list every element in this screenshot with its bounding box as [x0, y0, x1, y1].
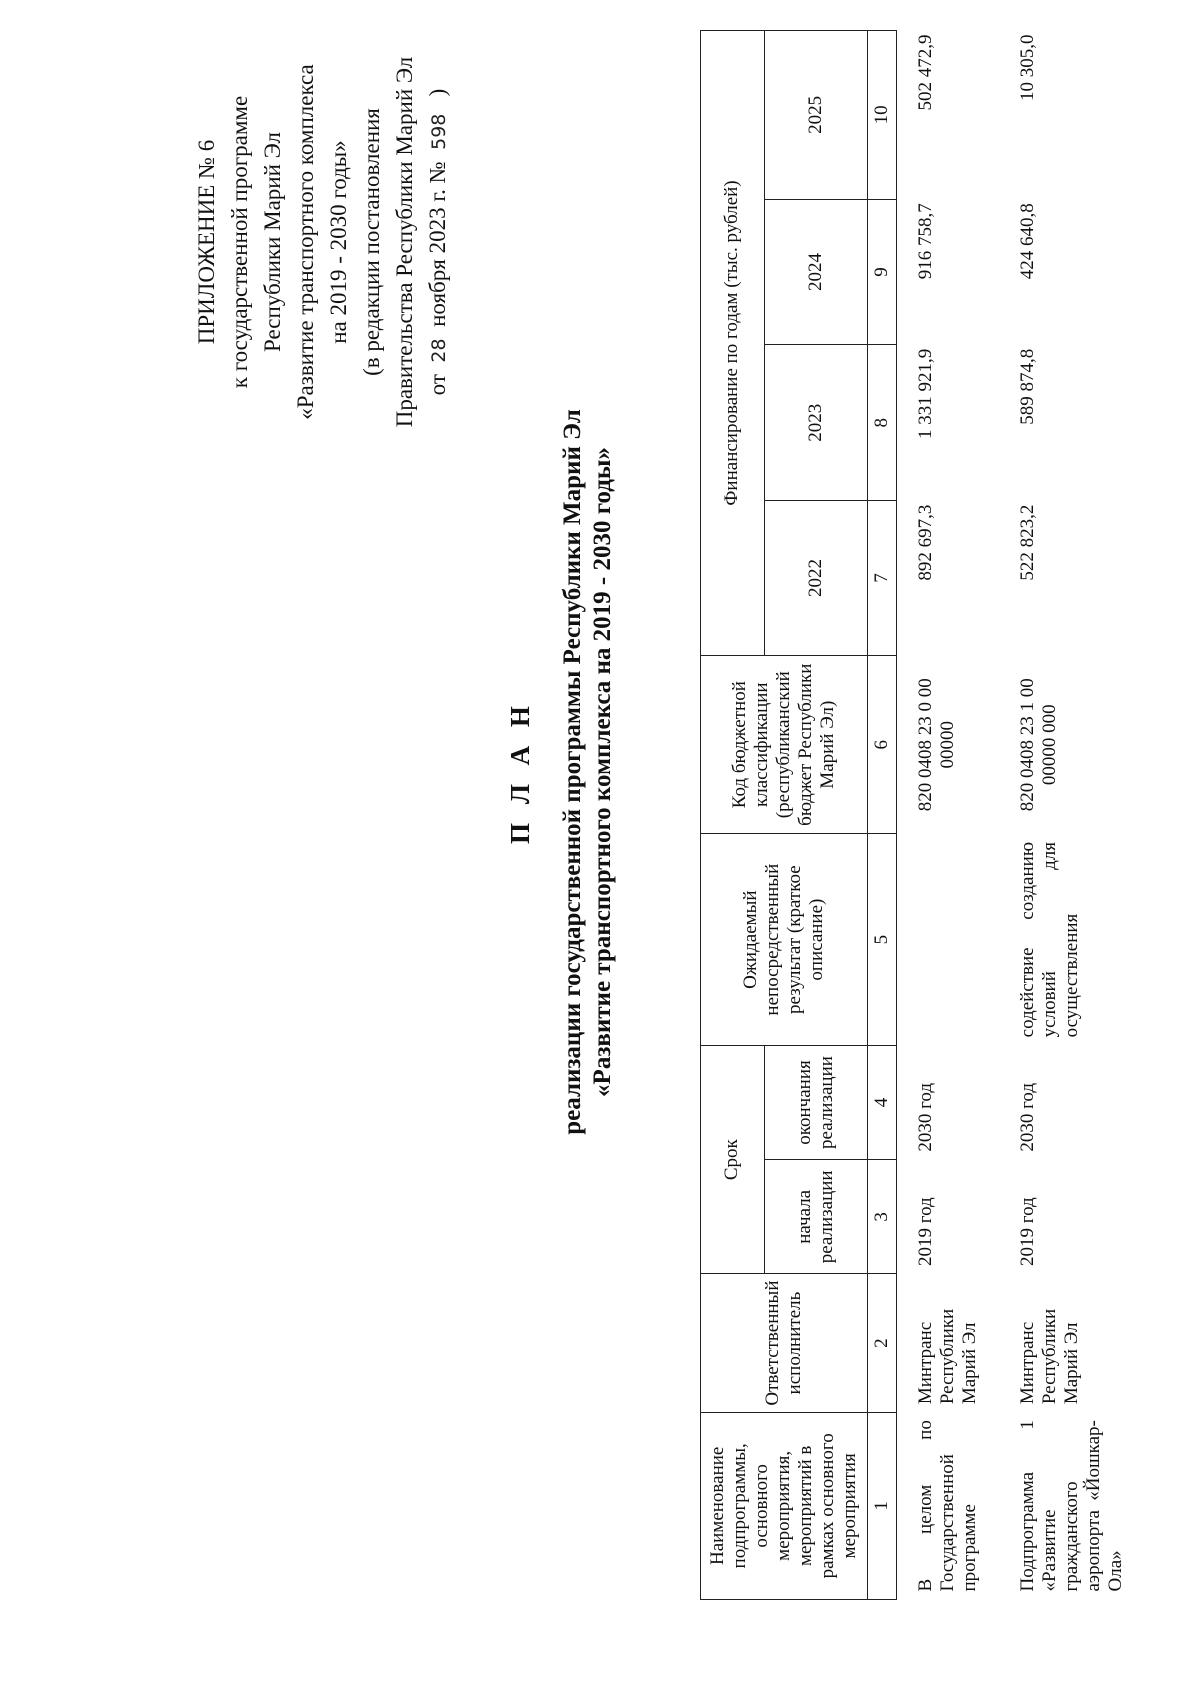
header-term-start: начала реализации [764, 1160, 867, 1274]
title-line: реализации государственной программы Республики Марий Эл [559, 409, 586, 1135]
row-code: 820 0408 23 0 00 00000 [915, 678, 958, 812]
row-value-2023: 1 331 921,9 [915, 348, 936, 440]
row-value-2024: 424 640,8 [1017, 203, 1038, 280]
row-executor: Минтранс Республики Марий Эл [915, 1308, 980, 1405]
row-executor: Минтранс Республики Марий Эл [1017, 1308, 1082, 1405]
row-start: 2019 год [1017, 1197, 1038, 1266]
row-value-2025: 10 305,0 [1017, 34, 1038, 101]
annex-date-suffix: ) [425, 88, 450, 97]
header-year-2022: 2022 [764, 501, 867, 656]
annex-line: «Развитие транспортного комплекса [293, 64, 318, 420]
row-value-2025: 502 472,9 [915, 34, 936, 111]
plan-table [700, 30, 1145, 1600]
header-result: Ожидаемый непосредственный результат (краткое описание) [701, 834, 868, 1045]
row-end: 2030 год [1017, 1082, 1038, 1152]
column-number-row [868, 31, 897, 1600]
column-number: 7 [868, 501, 897, 656]
annex-line: на 2019 - 2030 годы» [326, 140, 351, 344]
annex-line: Республики Марий Эл [260, 131, 285, 353]
table-row [999, 31, 1145, 1600]
header-term: Срок [701, 1045, 765, 1274]
row-value-2022: 522 823,2 [1017, 504, 1038, 581]
column-number: 3 [868, 1160, 897, 1274]
row-start: 2019 год [915, 1197, 936, 1266]
header-term-end: окончания реализации [764, 1045, 867, 1159]
annex-title: ПРИЛОЖЕНИЕ № 6 [194, 139, 219, 345]
annex-line: к государственной программе [227, 95, 252, 389]
table-row [897, 31, 1000, 1600]
column-number: 9 [868, 199, 897, 345]
column-number: 6 [868, 655, 897, 834]
column-number: 8 [868, 345, 897, 501]
annex-day-handwritten: 28 [428, 338, 450, 363]
row-name: Подпрограмма 1 «Развитие гражданского аэропорта «Йошкар-Ола» [1017, 1420, 1126, 1592]
row-code: 820 0408 23 1 00 00000 000 [1017, 678, 1060, 812]
title-line: «Развитие транспортного комплекса на 2019 - 2030 годы» [589, 447, 616, 1097]
header-financing: Финансирование по годам (тыс. рублей) [701, 31, 765, 656]
column-number: 5 [868, 834, 897, 1045]
document-title [505, 147, 618, 1397]
annex-date-line [421, 27, 456, 457]
annex-number-handwritten: 598 [428, 113, 450, 150]
column-number: 4 [868, 1045, 897, 1159]
annex-date-mid: ноября 2023 г. № [425, 161, 450, 327]
row-value-2023: 589 874,8 [1017, 348, 1038, 425]
column-number: 1 [868, 1412, 897, 1599]
annex-line: (в редакции постановления [359, 108, 384, 376]
title-heading: П Л А Н [505, 700, 535, 844]
header-year-2025: 2025 [764, 31, 867, 200]
header-code: Код бюджетной классификации (республиканский бюджет Республики Марий Эл) [701, 655, 868, 834]
row-value-2022: 892 697,3 [915, 504, 936, 581]
header-year-2024: 2024 [764, 199, 867, 345]
row-result: содействие созданию условий для осуществления [1017, 841, 1082, 1038]
header-name: Наименование подпрограммы, основного мероприятия, мероприятий в рамках основного мероприятия [701, 1412, 868, 1599]
column-number: 2 [868, 1274, 897, 1412]
row-value-2024: 916 758,7 [915, 203, 936, 280]
annex-line: Правительства Республики Марий Эл [392, 56, 417, 428]
row-end: 2030 год [915, 1082, 936, 1152]
annex-block [190, 27, 456, 457]
header-year-2023: 2023 [764, 345, 867, 501]
column-number: 10 [868, 31, 897, 200]
row-name: В целом по Государственной программе [915, 1420, 980, 1592]
header-executor: Ответственный исполнитель [701, 1274, 868, 1412]
annex-date-prefix: от [425, 374, 450, 396]
row-result [897, 834, 1000, 1045]
